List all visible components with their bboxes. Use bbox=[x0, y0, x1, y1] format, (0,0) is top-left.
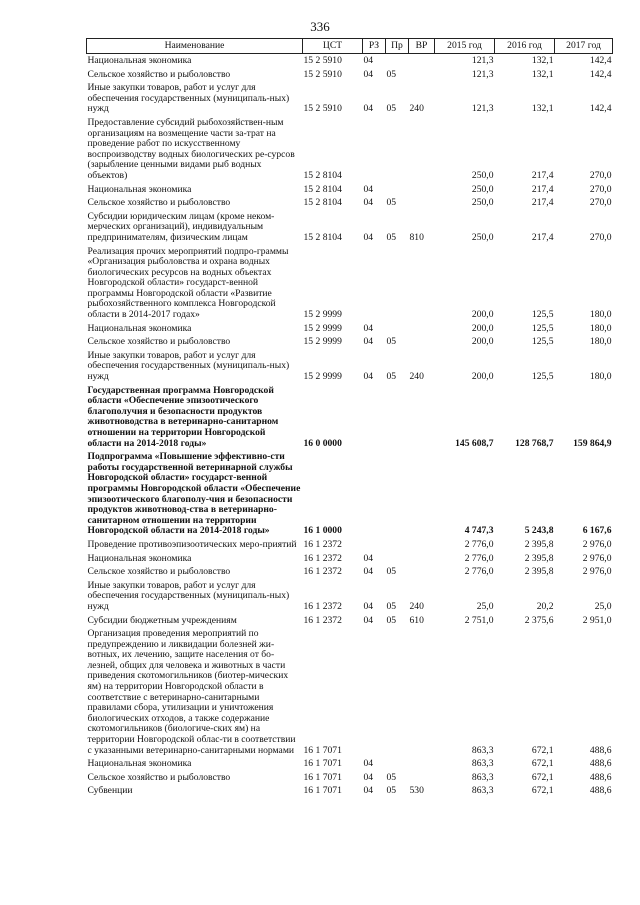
header-rz: РЗ bbox=[363, 39, 386, 54]
row-2015-cell: 25,0 bbox=[476, 600, 494, 612]
row-rz-cell bbox=[363, 116, 386, 183]
row-cst-cell: 15 2 9999 bbox=[303, 336, 342, 348]
page-number: 336 bbox=[310, 19, 330, 34]
row-pr-cell: 05 bbox=[386, 566, 397, 578]
row-2017-cell: 159 864,9 bbox=[573, 437, 612, 449]
row-vr-cell bbox=[409, 384, 435, 451]
table-row bbox=[87, 196, 613, 210]
row-name-cell: Проведение противоэпизоотических меро-приятий bbox=[87, 538, 297, 550]
row-2015-cell: 200,0 bbox=[471, 371, 494, 383]
row-2017-cell: 142,4 bbox=[589, 55, 612, 66]
row-rz-cell: 04 bbox=[363, 231, 374, 243]
row-pr-cell bbox=[386, 552, 409, 566]
row-name-cell: Сельское хозяйство и рыболовство bbox=[87, 566, 231, 578]
row-2015-cell: 121,3 bbox=[471, 55, 494, 66]
row-2015-cell: 863,3 bbox=[471, 744, 494, 756]
row-2017-cell: 2 976,0 bbox=[582, 538, 612, 550]
row-pr-cell: 05 bbox=[386, 614, 397, 626]
row-2015-cell: 250,0 bbox=[471, 231, 494, 243]
row-name-cell: Реализация прочих мероприятий подпро-граммы «Организация рыболовства и охрана водных биологических ресурсов на водных объектах Новгородской области» государст-венной программы Новгородской области «Развитие рыбохозяйственного комплекса Новгородской области в 2014-2017 годах» bbox=[87, 245, 289, 321]
row-pr-cell: 05 bbox=[386, 336, 397, 348]
budget-table bbox=[86, 38, 613, 798]
row-name-cell: Субвенции bbox=[87, 785, 133, 797]
row-2015-cell: 145 608,7 bbox=[455, 437, 494, 449]
row-pr-cell bbox=[386, 183, 409, 197]
row-name-cell: Сельское хозяйство и рыболовство bbox=[87, 336, 231, 348]
row-pr-cell bbox=[386, 245, 409, 322]
row-2017-cell: 488,6 bbox=[589, 758, 612, 770]
row-pr-cell: 05 bbox=[386, 371, 397, 383]
row-cst-cell: 16 1 2372 bbox=[303, 538, 342, 550]
row-rz-cell: 04 bbox=[363, 103, 374, 115]
row-2017-cell: 2 976,0 bbox=[582, 566, 612, 578]
row-name-cell: Национальная экономика bbox=[87, 758, 192, 770]
row-vr-cell bbox=[409, 552, 435, 566]
row-cst-cell: 15 2 9999 bbox=[303, 322, 342, 334]
row-pr-cell: 05 bbox=[386, 231, 397, 243]
row-vr-cell bbox=[409, 322, 435, 336]
row-2016-cell: 672,1 bbox=[531, 744, 554, 756]
row-2016-cell: 2 375,6 bbox=[524, 614, 554, 626]
row-name-cell: Предоставление субсидий рыбохозяйствен-ным организациям на возмещение части за-трат на проведение работ по искусственному воспроизводству водных биологических ре-сурсов (зарыбление ценными видами рыб водных объектов) bbox=[87, 116, 295, 181]
row-2017-cell: 180,0 bbox=[589, 371, 612, 383]
row-2017-cell: 25,0 bbox=[594, 600, 612, 612]
row-cst-cell: 15 2 9999 bbox=[303, 309, 342, 321]
row-pr-cell bbox=[386, 538, 409, 552]
row-cst-cell: 15 2 8104 bbox=[303, 197, 342, 209]
row-2017-cell: 488,6 bbox=[589, 771, 612, 783]
row-2015-cell: 250,0 bbox=[471, 183, 494, 195]
row-rz-cell: 04 bbox=[363, 322, 374, 334]
row-2016-cell: 5 243,8 bbox=[524, 525, 554, 537]
row-name-cell: Организация проведения мероприятий по предупреждению и ликвидации болезней жи-вотных, их лечению, защите населения от бо-лезней, общих для человека и животных в части приведения скотомогильников (биотер-мических ям) на территории Новгородской области в соответствие с ветеринарно-санитарными правилами сбора, утилизации и уничтожения биологических отходов, а также содержание скотомогильников (биологиче-ских ям) на территории Новгородской облас-ти в соответствии с указанными ветеринарно-санитарными нормами bbox=[87, 628, 296, 756]
row-2016-cell: 20,2 bbox=[536, 600, 554, 612]
header-pr: Пр bbox=[386, 39, 409, 54]
row-2015-cell: 250,0 bbox=[471, 197, 494, 209]
row-name-cell: Подпрограмма «Повышение эффективно-сти работы государственной ветеринарной службы Новгородской области» государст-венной программы Новгородской области «Обеспечение эпизоотического благополу-чия и безопасности продуктов животновод-ства в ветеринарно-санитарном отношении на территории Новгородской области на 2014-2018 годы» bbox=[87, 451, 301, 537]
row-pr-cell: 05 bbox=[386, 197, 397, 209]
row-name-cell: Сельское хозяйство и рыболовство bbox=[87, 771, 231, 783]
row-name-cell: Иные закупки товаров, работ и услуг для обеспечения государственных (муниципаль-ных) нужд bbox=[87, 82, 290, 115]
row-rz-cell bbox=[363, 450, 386, 538]
row-name-cell: Иные закупки товаров, работ и услуг для обеспечения государственных (муниципаль-ных) нужд bbox=[87, 349, 290, 383]
table-row bbox=[87, 322, 613, 336]
row-pr-cell: 05 bbox=[386, 785, 397, 797]
row-vr-cell: 610 bbox=[409, 614, 424, 626]
row-2017-cell: 2 951,0 bbox=[582, 614, 612, 626]
header-2016: 2016 год bbox=[495, 39, 555, 54]
row-2016-cell: 132,1 bbox=[531, 68, 554, 80]
row-2016-cell: 132,1 bbox=[531, 55, 554, 66]
table-row bbox=[87, 757, 613, 771]
row-rz-cell: 04 bbox=[363, 197, 374, 209]
row-2015-cell: 250,0 bbox=[471, 169, 494, 181]
row-2016-cell: 125,5 bbox=[531, 336, 554, 348]
row-2015-cell: 863,3 bbox=[471, 771, 494, 783]
row-cst-cell: 15 2 8104 bbox=[303, 231, 342, 243]
table-row bbox=[87, 579, 613, 614]
table-row bbox=[87, 627, 613, 757]
table-row bbox=[87, 538, 613, 552]
row-2015-cell: 863,3 bbox=[471, 785, 494, 797]
row-2017-cell: 270,0 bbox=[589, 231, 612, 243]
header-vr: ВР bbox=[409, 39, 435, 54]
row-2015-cell: 4 747,3 bbox=[464, 525, 494, 537]
row-2016-cell: 128 768,7 bbox=[515, 437, 554, 449]
row-rz-cell: 04 bbox=[363, 614, 374, 626]
row-pr-cell bbox=[386, 322, 409, 336]
row-rz-cell: 04 bbox=[363, 68, 374, 80]
row-2016-cell: 217,4 bbox=[531, 231, 554, 243]
row-2016-cell: 2 395,8 bbox=[524, 538, 554, 550]
row-2017-cell: 270,0 bbox=[589, 183, 612, 195]
row-vr-cell bbox=[409, 335, 435, 349]
row-vr-cell: 810 bbox=[409, 231, 424, 243]
row-vr-cell bbox=[409, 116, 435, 183]
row-rz-cell bbox=[363, 384, 386, 451]
row-rz-cell bbox=[363, 538, 386, 552]
row-2016-cell: 672,1 bbox=[531, 771, 554, 783]
row-2015-cell: 200,0 bbox=[471, 322, 494, 334]
table-row bbox=[87, 116, 613, 183]
row-pr-cell bbox=[386, 116, 409, 183]
row-rz-cell bbox=[363, 245, 386, 322]
row-rz-cell: 04 bbox=[363, 55, 374, 66]
row-pr-cell: 05 bbox=[386, 103, 397, 115]
row-2016-cell: 672,1 bbox=[531, 785, 554, 797]
row-2016-cell: 2 395,8 bbox=[524, 566, 554, 578]
table-row bbox=[87, 384, 613, 451]
row-name-cell: Национальная экономика bbox=[87, 322, 192, 334]
row-pr-cell bbox=[386, 757, 409, 771]
row-rz-cell: 04 bbox=[363, 183, 374, 195]
row-cst-cell: 16 1 7071 bbox=[303, 758, 342, 770]
header-2015: 2015 год bbox=[435, 39, 495, 54]
row-name-cell: Сельское хозяйство и рыболовство bbox=[87, 197, 231, 209]
row-2016-cell: 672,1 bbox=[531, 758, 554, 770]
row-cst-cell: 15 2 5910 bbox=[303, 55, 342, 66]
row-2017-cell: 6 167,6 bbox=[582, 525, 612, 537]
row-vr-cell bbox=[409, 196, 435, 210]
row-pr-cell bbox=[386, 54, 409, 68]
row-cst-cell: 15 2 8104 bbox=[303, 169, 342, 181]
header-2017: 2017 год bbox=[555, 39, 613, 54]
row-vr-cell bbox=[409, 757, 435, 771]
row-rz-cell: 04 bbox=[363, 371, 374, 383]
row-2016-cell: 217,4 bbox=[531, 169, 554, 181]
row-2017-cell: 142,4 bbox=[589, 103, 612, 115]
row-vr-cell: 240 bbox=[409, 600, 424, 612]
row-cst-cell: 16 1 7071 bbox=[303, 771, 342, 783]
table-row bbox=[87, 565, 613, 579]
table-row bbox=[87, 210, 613, 245]
row-2017-cell: 180,0 bbox=[589, 336, 612, 348]
row-cst-cell: 15 2 5910 bbox=[303, 68, 342, 80]
table-row bbox=[87, 552, 613, 566]
row-rz-cell: 04 bbox=[363, 785, 374, 797]
row-rz-cell: 04 bbox=[363, 600, 374, 612]
row-rz-cell: 04 bbox=[363, 758, 374, 770]
row-rz-cell: 04 bbox=[363, 771, 374, 783]
row-2015-cell: 2 776,0 bbox=[464, 552, 494, 564]
row-2016-cell: 217,4 bbox=[531, 197, 554, 209]
row-2017-cell: 142,4 bbox=[589, 68, 612, 80]
table-row bbox=[87, 81, 613, 116]
row-vr-cell bbox=[409, 68, 435, 82]
row-2015-cell: 200,0 bbox=[471, 336, 494, 348]
row-vr-cell bbox=[409, 565, 435, 579]
row-vr-cell: 530 bbox=[409, 785, 424, 797]
row-name-cell: Субсидии юридическим лицам (кроме неком-мерческих организаций), индивидуальным предпринимателям, физическим лицам bbox=[87, 210, 275, 243]
row-2015-cell: 200,0 bbox=[471, 309, 494, 321]
row-vr-cell bbox=[409, 450, 435, 538]
row-2015-cell: 121,3 bbox=[471, 103, 494, 115]
row-2015-cell: 2 776,0 bbox=[464, 566, 494, 578]
row-name-cell: Национальная экономика bbox=[87, 55, 192, 66]
row-pr-cell: 05 bbox=[386, 771, 397, 783]
table-row bbox=[87, 245, 613, 322]
row-2017-cell: 488,6 bbox=[589, 785, 612, 797]
row-cst-cell: 16 0 0000 bbox=[303, 437, 342, 449]
row-rz-cell: 04 bbox=[363, 336, 374, 348]
row-cst-cell: 16 1 2372 bbox=[303, 600, 342, 612]
table-row bbox=[87, 68, 613, 82]
row-vr-cell bbox=[409, 54, 435, 68]
row-2015-cell: 2 776,0 bbox=[464, 538, 494, 550]
row-2016-cell: 125,5 bbox=[531, 371, 554, 383]
row-cst-cell: 16 1 2372 bbox=[303, 566, 342, 578]
row-name-cell: Сельское хозяйство и рыболовство bbox=[87, 68, 231, 80]
row-2016-cell: 125,5 bbox=[531, 309, 554, 321]
row-vr-cell bbox=[409, 771, 435, 785]
row-cst-cell: 15 2 8104 bbox=[303, 183, 342, 195]
row-name-cell: Национальная экономика bbox=[87, 183, 192, 195]
row-pr-cell bbox=[386, 384, 409, 451]
row-2015-cell: 121,3 bbox=[471, 68, 494, 80]
row-2017-cell: 488,6 bbox=[589, 744, 612, 756]
table-row bbox=[87, 183, 613, 197]
row-vr-cell bbox=[409, 183, 435, 197]
row-rz-cell bbox=[363, 627, 386, 757]
table-row bbox=[87, 335, 613, 349]
row-pr-cell bbox=[386, 627, 409, 757]
row-2017-cell: 270,0 bbox=[589, 169, 612, 181]
row-2016-cell: 2 395,8 bbox=[524, 552, 554, 564]
row-rz-cell: 04 bbox=[363, 566, 374, 578]
row-cst-cell: 16 1 2372 bbox=[303, 552, 342, 564]
row-name-cell: Национальная экономика bbox=[87, 552, 192, 564]
row-name-cell: Субсидии бюджетным учреждениям bbox=[87, 614, 237, 626]
row-2017-cell: 270,0 bbox=[589, 197, 612, 209]
row-name-cell: Иные закупки товаров, работ и услуг для обеспечения государственных (муниципаль-ных) нужд bbox=[87, 579, 290, 612]
table-row bbox=[87, 54, 613, 68]
row-pr-cell: 05 bbox=[386, 600, 397, 612]
table-row bbox=[87, 614, 613, 628]
table-row bbox=[87, 784, 613, 798]
table-row bbox=[87, 450, 613, 538]
row-vr-cell: 240 bbox=[409, 371, 424, 383]
row-cst-cell: 16 1 0000 bbox=[303, 525, 342, 537]
row-2017-cell: 180,0 bbox=[589, 309, 612, 321]
row-2015-cell: 2 751,0 bbox=[464, 614, 494, 626]
header-name: Наименование bbox=[87, 39, 303, 54]
row-2016-cell: 125,5 bbox=[531, 322, 554, 334]
row-name-cell: Государственная программа Новгородской области «Обеспечение эпизоотического благополучия и безопасности продуктов животноводства в ветеринарно-санитарном отношении на территории Новгородской области на 2014-2018 годы» bbox=[87, 384, 279, 449]
row-pr-cell: 05 bbox=[386, 68, 397, 80]
row-rz-cell: 04 bbox=[363, 552, 374, 564]
row-cst-cell: 16 1 7071 bbox=[303, 744, 342, 756]
row-cst-cell: 16 1 7071 bbox=[303, 785, 342, 797]
table-row bbox=[87, 349, 613, 384]
row-vr-cell bbox=[409, 538, 435, 552]
row-2017-cell: 2 976,0 bbox=[582, 552, 612, 564]
row-vr-cell: 240 bbox=[409, 103, 424, 115]
row-cst-cell: 15 2 5910 bbox=[303, 103, 342, 115]
row-2015-cell: 863,3 bbox=[471, 758, 494, 770]
table-body bbox=[87, 54, 613, 799]
row-2016-cell: 132,1 bbox=[531, 103, 554, 115]
table-header-row bbox=[87, 39, 613, 54]
row-2016-cell: 217,4 bbox=[531, 183, 554, 195]
row-vr-cell bbox=[409, 245, 435, 322]
row-pr-cell bbox=[386, 450, 409, 538]
row-vr-cell bbox=[409, 627, 435, 757]
row-cst-cell: 16 1 2372 bbox=[303, 614, 342, 626]
row-2017-cell: 180,0 bbox=[589, 322, 612, 334]
table-row bbox=[87, 771, 613, 785]
row-cst-cell: 15 2 9999 bbox=[303, 371, 342, 383]
header-cst: ЦСТ bbox=[303, 39, 363, 54]
